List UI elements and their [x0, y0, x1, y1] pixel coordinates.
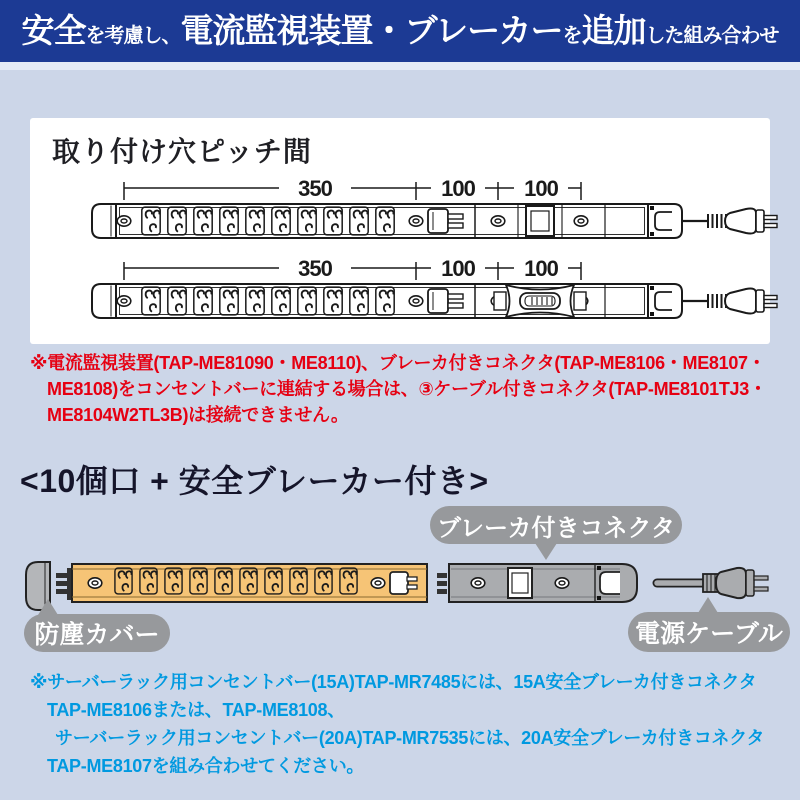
note-current-monitor [30, 350, 780, 428]
label-breaker-connector [430, 506, 682, 544]
strip-left-teeth [56, 568, 72, 600]
section-heading: <10個口 + 安全ブレーカー付き> [20, 463, 489, 499]
note-line: ※サーバーラック用コンセントバー(15A)TAP-MR7485には、15A安全ブレーカ付きコネクタ [30, 672, 757, 692]
bubble-tail-up [38, 599, 58, 615]
note-line: TAP-ME8107を組み合わせてください。 [47, 756, 365, 776]
pitch-panel [30, 118, 770, 344]
label-power-cable [628, 612, 790, 652]
header-emphasis-2: 電流監視装置・ブレーカー [180, 12, 563, 49]
header-text-2: を [562, 25, 582, 47]
bubble-tail-up [698, 597, 718, 613]
orange-outlet-bar [72, 564, 427, 602]
note-line: ※電流監視装置(TAP-ME81090・ME8110)、ブレーカ付きコネクタ(TAP-ME8106・ME8107・ [30, 353, 766, 373]
outlet-bar-diagram-monitor [60, 248, 780, 326]
header-emphasis-3: 追加 [581, 12, 646, 49]
power-cable-part [657, 568, 768, 598]
header-text-3: した組み合わせ [645, 25, 779, 47]
pitch-panel-title: 取り付け穴ピッチ間 [52, 136, 312, 167]
label-dust-cover-text: 防塵カバー [34, 621, 160, 649]
note-line: TAP-ME8106または、TAP-ME8108、 [47, 700, 345, 720]
label-breaker-connector-text: ブレーカ付きコネクタ [436, 514, 676, 542]
label-dust-cover [24, 614, 170, 652]
header-banner [0, 0, 800, 62]
note-line: ME8104W2TL3B)は接続できません。 [47, 405, 349, 425]
header-emphasis-1: 安全 [21, 12, 86, 49]
note-line: サーバーラック用コンセントバー(20A)TAP-MR7535には、20A安全ブレーカ付きコネクタ [55, 728, 765, 748]
note-line: ME8108)をコンセントバーに連結する場合は、③ケーブル付きコネクタ(TAP-ME8101TJ3・ [47, 379, 767, 399]
banner-underline [0, 62, 800, 70]
breaker-connector-part [437, 564, 637, 602]
note-combination [30, 668, 780, 780]
label-power-cable-text: 電源ケーブル [635, 620, 783, 648]
header-text-1: を考慮し、 [85, 25, 181, 47]
outlet-bar-diagram-breaker [60, 168, 780, 246]
